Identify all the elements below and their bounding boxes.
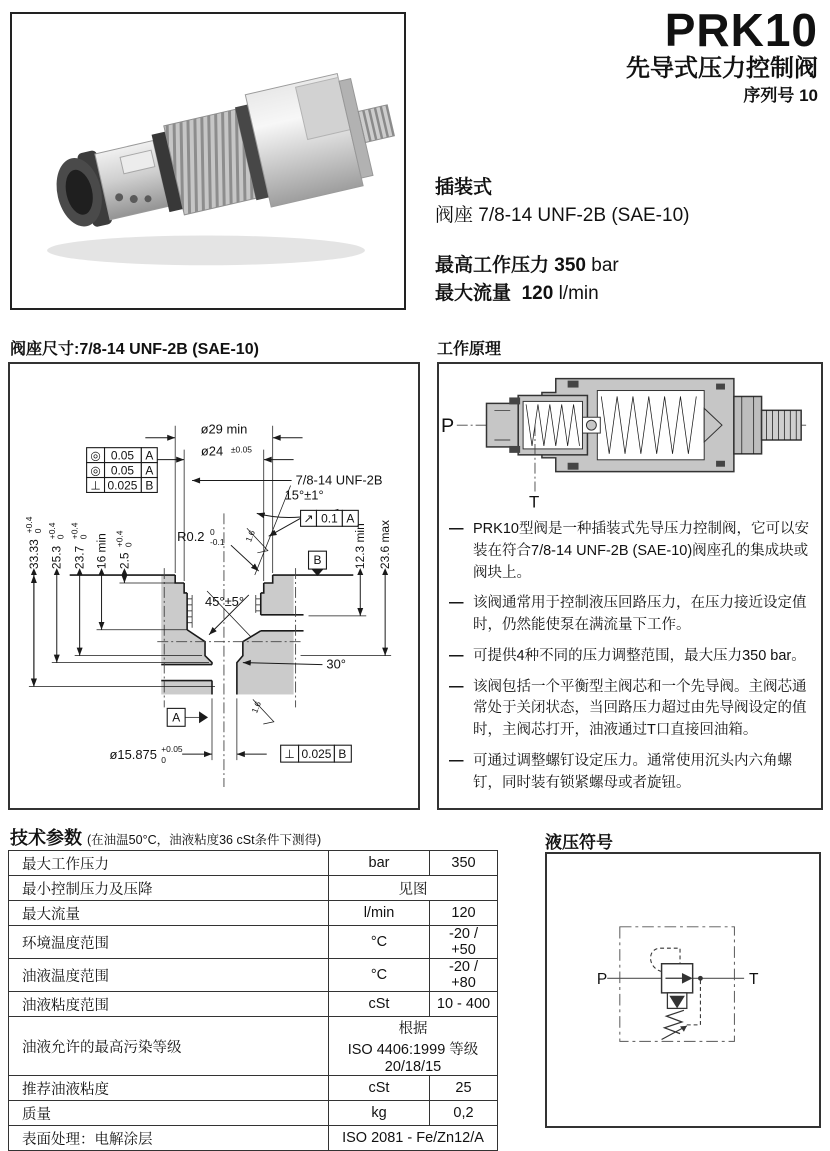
- roughness-lower: [246, 699, 279, 727]
- drawing-section-title: 阀座尺寸:7/8-14 UNF-2B (SAE-10): [10, 341, 259, 358]
- dim-2-5: [114, 530, 133, 569]
- svg-text:+0.4: +0.4: [46, 522, 57, 540]
- hydraulic-symbol-diagram: [547, 854, 815, 1122]
- svg-text:+0.4: +0.4: [23, 516, 34, 534]
- svg-text:16 min: 16 min: [94, 533, 109, 570]
- dim-12-3-min: [353, 523, 367, 569]
- svg-text:0: 0: [78, 534, 89, 540]
- table-row: 最大工作压力 bar 350: [9, 851, 498, 876]
- specs-section-title: 技术参数 (在油温50°C，油液粘度36 cSt条件下测得): [10, 828, 322, 848]
- port-t-label: T: [529, 492, 540, 512]
- key-specs: [435, 178, 689, 312]
- dim-dia24: ø24: [200, 443, 224, 459]
- symbol-port-t-label: T: [748, 971, 759, 989]
- fcf1-symbol: ◎: [90, 448, 101, 463]
- fcf-perp-tol: 0.025: [301, 747, 332, 762]
- table-row: 质量 kg 0,2: [9, 1101, 498, 1126]
- table-row: 环境温度范围 °C -20 / +50: [9, 926, 498, 959]
- fcf2-tol: 0.05: [110, 463, 135, 478]
- dim-r02: R0.2: [177, 529, 205, 545]
- fcf1-datum: A: [145, 448, 154, 463]
- dim-angle15: 15°±1°: [284, 487, 324, 503]
- dim-pilot: ø15.875: [109, 747, 157, 763]
- list-item: — 可提供4种不同的压力调整范围，最大压力350 bar。: [449, 647, 806, 664]
- datum-a: [167, 708, 208, 726]
- symbol-frame: [545, 852, 821, 1128]
- principle-section-title: 工作原理: [437, 341, 502, 358]
- dim-23-7: [70, 522, 89, 569]
- table-row: 油液温度范围 °C -20 / +80: [9, 959, 498, 992]
- dim-angle30: 30°: [326, 656, 346, 672]
- specs-conditions: (在油温50°C，油液粘度36 cSt条件下测得): [87, 833, 322, 847]
- dim-thread: 7/8-14 UNF-2B: [295, 472, 383, 488]
- symbol-port-p-label: P: [596, 971, 608, 989]
- svg-text:33.33: 33.33: [26, 539, 41, 570]
- fcf-runout-symbol: ↗: [303, 511, 314, 526]
- svg-text:23.6 max: 23.6 max: [378, 519, 393, 570]
- seat-drawing-frame: [8, 362, 420, 810]
- dim-dia29: ø29 min: [200, 421, 248, 437]
- dim-r02-dn: -0.1: [210, 537, 225, 548]
- fcf-runout: [269, 510, 359, 536]
- fcf3-tol: 0.025: [107, 478, 138, 493]
- valve-photo-frame: [10, 12, 406, 310]
- cross-section-diagram: [439, 370, 817, 510]
- svg-text:1.6: 1.6: [243, 528, 257, 544]
- principle-frame: [437, 362, 823, 810]
- cavity-spec: 阀座 7/8-14 UNF-2B (SAE-10): [435, 205, 690, 226]
- svg-text:+0.4: +0.4: [69, 522, 80, 540]
- svg-text:23.7: 23.7: [72, 545, 87, 570]
- specs-table: [8, 850, 498, 1151]
- fcf-perp: [281, 745, 352, 762]
- svg-text:25.3: 25.3: [49, 545, 64, 570]
- max-pressure-line: 最高工作压力 350 bar: [435, 255, 619, 276]
- fcf-stack: [87, 448, 158, 493]
- dim-23-6-max: [378, 520, 392, 569]
- fcf2-datum: A: [145, 463, 154, 478]
- series-number: 序列号 10: [743, 86, 818, 106]
- fcf-perp-symbol: ⊥: [284, 747, 295, 762]
- table-row: 最大流量 l/min 120: [9, 901, 498, 926]
- dim-16-min: [95, 533, 109, 569]
- fcf1-tol: 0.05: [110, 448, 135, 463]
- list-item: — 该阀包括一个平衡型主阀芯和一个先导阀。主阀芯通常处于关闭状态，当回路压力超过由先导阀设定的值时，主阀芯打开，油液通过T口直接回油箱。: [449, 678, 807, 738]
- table-row: 油液允许的最高污染等级 根据 ISO 4406:1999 等级 20/18/15: [9, 1017, 498, 1076]
- valve-photo: [12, 14, 400, 304]
- svg-text:+0.4: +0.4: [114, 530, 125, 548]
- svg-text:0: 0: [123, 542, 134, 548]
- dim-pilot-up: +0.05: [161, 744, 183, 755]
- list-item: — PRK10型阀是一种插装式先导压力控制阀，它可以安装在符合7/8-14 UNF-2B (SAE-10)阀座孔的集成块或阀块上。: [449, 521, 809, 581]
- table-row: 油液粘度范围 cSt 10 - 400: [9, 992, 498, 1017]
- svg-text:1.6: 1.6: [249, 699, 263, 715]
- svg-text:0: 0: [32, 528, 43, 534]
- list-item: — 该阀通常用于控制液压回路压力，在压力接近设定值时，仍然能使泵在满流量下工作。: [449, 595, 807, 633]
- seat-drawing: [10, 364, 414, 804]
- dim-pilot-dn: 0: [161, 755, 166, 766]
- fcf2-symbol: ◎: [90, 463, 101, 478]
- symbol-section-title: 液压符号: [545, 833, 613, 852]
- dim-25-3: [47, 522, 66, 569]
- list-item: — 可通过调整螺钉设定压力。通常使用沉头内六角螺钉，同时装有锁紧螺母或者旋钮。: [449, 752, 792, 791]
- model-subtitle: 先导式压力控制阀: [626, 55, 818, 83]
- dim-33-33: [24, 516, 43, 569]
- dim-dia24-tol: ±0.05: [230, 444, 252, 455]
- svg-text:2.5: 2.5: [117, 552, 132, 570]
- model-name: PRK10: [664, 4, 818, 56]
- mount-type: 插装式: [435, 177, 493, 198]
- port-p-label: P: [440, 415, 455, 438]
- max-flow-line: 最大流量 120 l/min: [435, 283, 599, 304]
- table-row: 最小控制压力及压降 见图: [9, 876, 498, 901]
- dim-angle45: 45°±5°: [205, 593, 245, 609]
- fcf-perp-datum: B: [338, 747, 347, 762]
- svg-text:12.3 min: 12.3 min: [353, 523, 368, 570]
- table-row: 表面处理：电解涂层 ISO 2081 - Fe/Zn12/A: [9, 1126, 498, 1151]
- fcf-runout-tol: 0.1: [321, 511, 338, 526]
- fcf-runout-datum: A: [346, 511, 355, 526]
- svg-text:0: 0: [55, 534, 66, 540]
- fcf3-datum: B: [145, 478, 154, 493]
- title-block: [626, 6, 818, 108]
- table-row: 推荐油液粘度 cSt 25: [9, 1076, 498, 1101]
- principle-bullets: [439, 515, 821, 794]
- svg-text:B: B: [313, 553, 322, 568]
- dim-r02-up: 0: [210, 527, 215, 538]
- fcf3-symbol: ⊥: [90, 478, 101, 493]
- svg-text:A: A: [172, 710, 181, 725]
- datum-b: [309, 551, 327, 576]
